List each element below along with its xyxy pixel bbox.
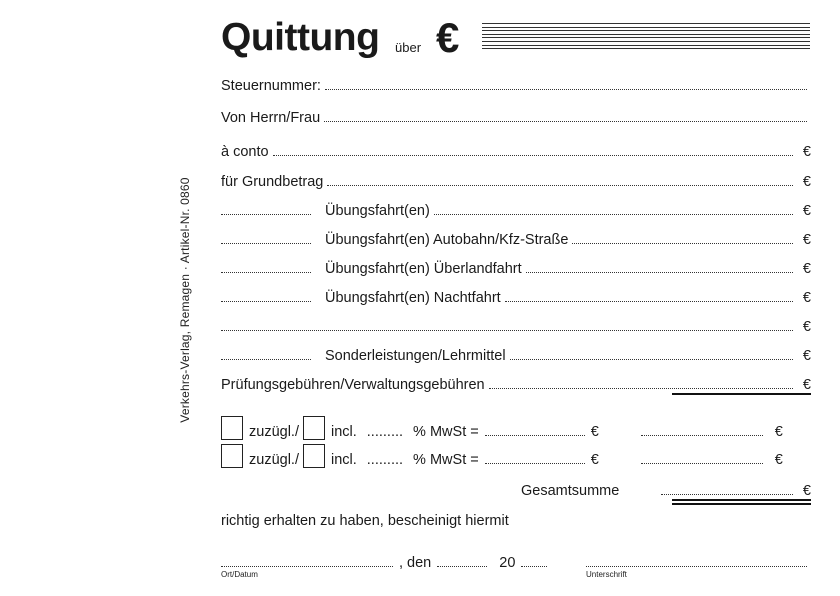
row-gesamt[interactable] <box>521 479 811 499</box>
label-year: 20 <box>499 555 516 571</box>
euro-sign: € <box>802 232 811 248</box>
amount-field-lines[interactable] <box>482 23 810 53</box>
euro-sign: € <box>802 377 811 393</box>
checkbox-zuzugl-1[interactable] <box>221 416 243 440</box>
label-mwst: % MwSt = <box>413 424 479 440</box>
checkbox-incl-1[interactable] <box>303 416 325 440</box>
label-ueberland: Übungsfahrt(en) Überlandfahrt <box>325 261 522 277</box>
euro-sign: € <box>774 452 783 468</box>
row-steuernummer[interactable] <box>221 74 811 94</box>
row-ort-datum[interactable] <box>221 551 561 571</box>
checkbox-incl-2[interactable] <box>303 444 325 468</box>
field-aconto[interactable] <box>273 155 793 156</box>
count-uebungsfahrt[interactable] <box>221 214 311 215</box>
row-grundbetrag[interactable] <box>221 170 811 190</box>
total-underline-1 <box>672 499 811 501</box>
label-zuzugl: zuzügl./ <box>249 452 299 468</box>
label-incl: incl. <box>330 452 357 468</box>
row-uebungsfahrt[interactable] <box>221 199 811 219</box>
field-unterschrift[interactable] <box>586 566 807 567</box>
publisher-info: Verkehrs-Verlag, Remagen · Artikel-Nr. 0860 <box>178 177 192 423</box>
label-incl: incl. <box>330 424 357 440</box>
field-nacht[interactable] <box>505 301 793 302</box>
euro-sign: € <box>802 203 811 219</box>
field-mwst-total[interactable] <box>641 463 763 464</box>
field-von[interactable] <box>324 121 807 122</box>
field-ueberland[interactable] <box>526 272 793 273</box>
row-nacht[interactable] <box>221 286 811 306</box>
field-pruefung[interactable] <box>489 388 793 389</box>
subtotal-underline <box>672 393 811 395</box>
count-nacht[interactable] <box>221 301 311 302</box>
field-date[interactable] <box>437 566 487 567</box>
field-grundbetrag[interactable] <box>327 185 793 186</box>
label-zuzugl: zuzügl./ <box>249 424 299 440</box>
title-uber: über <box>395 40 422 55</box>
field-mwst-amount[interactable] <box>485 435 585 436</box>
euro-sign: € <box>802 144 811 160</box>
euro-sign: € <box>590 424 599 440</box>
percent-field[interactable]: ......... <box>366 452 404 468</box>
field-steuernummer[interactable] <box>325 89 807 90</box>
label-steuernummer: Steuernummer: <box>221 78 321 94</box>
label-grundbetrag: für Grundbetrag <box>221 174 324 190</box>
row-autobahn[interactable] <box>221 228 811 248</box>
row-blank[interactable] <box>221 315 811 335</box>
euro-sign: € <box>802 319 811 335</box>
field-sonder[interactable] <box>510 359 793 360</box>
label-nacht: Übungsfahrt(en) Nachtfahrt <box>325 290 501 306</box>
field-autobahn[interactable] <box>572 243 793 244</box>
row-ueberland[interactable] <box>221 257 811 277</box>
euro-sign: € <box>802 174 811 190</box>
row-aconto[interactable] <box>221 140 811 160</box>
field-ort[interactable] <box>221 566 393 567</box>
title-euro-icon: € <box>436 14 460 61</box>
label-von: Von Herrn/Frau <box>221 110 321 126</box>
euro-sign: € <box>590 452 599 468</box>
euro-sign: € <box>802 261 811 277</box>
euro-sign: € <box>774 424 783 440</box>
row-mwst-1[interactable] <box>221 414 811 440</box>
row-pruefung[interactable] <box>221 373 811 393</box>
row-sonder[interactable] <box>221 344 811 364</box>
confirm-label: richtig erhalten zu haben, bescheinigt hiermit <box>221 513 509 529</box>
percent-field[interactable]: ......... <box>366 424 404 440</box>
row-von[interactable] <box>221 106 811 126</box>
field-gesamt[interactable] <box>661 494 793 495</box>
field-uebungsfahrt[interactable] <box>434 214 793 215</box>
caption-unterschrift: Unterschrift <box>586 570 627 579</box>
field-year[interactable] <box>521 566 547 567</box>
euro-sign: € <box>802 348 811 364</box>
count-sonder[interactable] <box>221 359 311 360</box>
label-mwst: % MwSt = <box>413 452 479 468</box>
label-autobahn: Übungsfahrt(en) Autobahn/Kfz-Straße <box>325 232 569 248</box>
label-den: , den <box>399 555 432 571</box>
euro-sign: € <box>802 290 811 306</box>
total-underline-2 <box>672 503 811 505</box>
label-pruefung: Prüfungsgebühren/Verwaltungsgebühren <box>221 377 485 393</box>
label-gesamt: Gesamtsumme <box>521 483 620 499</box>
caption-ort-datum: Ort/Datum <box>221 570 258 579</box>
label-sonder: Sonderleistungen/Lehrmittel <box>325 348 506 364</box>
label-uebungsfahrt: Übungsfahrt(en) <box>325 203 430 219</box>
count-ueberland[interactable] <box>221 272 311 273</box>
confirmation-text <box>221 509 509 529</box>
euro-sign: € <box>802 483 811 499</box>
field-mwst-amount[interactable] <box>485 463 585 464</box>
label-aconto: à conto <box>221 144 269 160</box>
row-unterschrift[interactable] <box>586 551 811 571</box>
checkbox-zuzugl-2[interactable] <box>221 444 243 468</box>
title-quittung: Quittung <box>221 16 380 59</box>
field-mwst-total[interactable] <box>641 435 763 436</box>
row-mwst-2[interactable] <box>221 442 811 468</box>
field-blank[interactable] <box>221 330 793 331</box>
count-autobahn[interactable] <box>221 243 311 244</box>
